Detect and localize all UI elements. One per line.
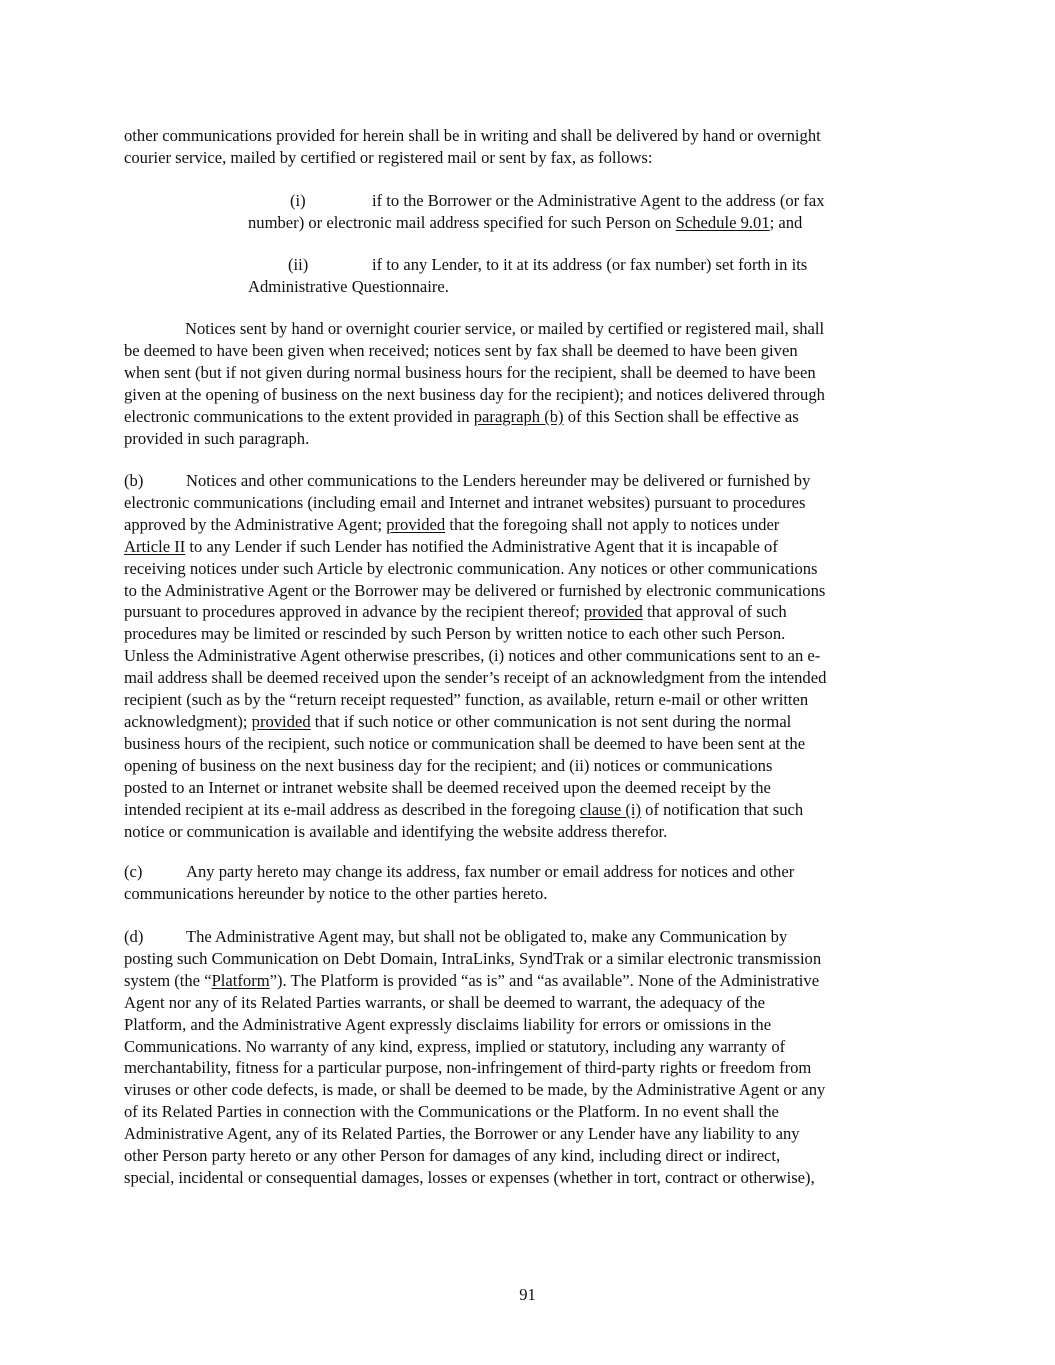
text-line: procedures may be limited or rescinded by such Person by written notice to each other such Person. bbox=[124, 624, 786, 644]
text-segment: pursuant to procedures approved in advance by the recipient thereof; bbox=[124, 602, 584, 622]
text-line: when sent (but if not given during normal business hours for the recipient, shall be deemed to have been bbox=[124, 362, 816, 382]
paragraph-label: (d) bbox=[124, 927, 144, 946]
paragraph-d bbox=[124, 926, 934, 1189]
cross-reference: clause (i) bbox=[579, 799, 641, 819]
defined-term: Platform bbox=[211, 970, 270, 990]
text-segment: number) or electronic mail address specified for such Person on bbox=[248, 212, 676, 232]
list-item-i bbox=[248, 190, 938, 234]
text-line: Communications. No warranty of any kind, express, implied or statutory, including any warranty of bbox=[124, 1036, 786, 1056]
cross-reference: Article II bbox=[124, 536, 186, 556]
list-item-number: (ii) bbox=[288, 255, 309, 274]
defined-term: provided bbox=[251, 711, 311, 731]
text-segment: of this Section shall be effective as bbox=[563, 406, 799, 426]
text-segment: approved by the Administrative Agent; bbox=[124, 514, 387, 534]
text-line: Agent nor any of its Related Parties warrants, or shall be deemed to warrant, the adequacy of the bbox=[124, 992, 765, 1012]
text-line: given at the opening of business on the next business day for the recipient); and notices delivered through bbox=[124, 384, 825, 404]
paragraph-label: (c) bbox=[124, 862, 143, 881]
text-line: opening of business on the next business day for the recipient; and (ii) notices or communications bbox=[124, 755, 773, 775]
text-segment: system (the “ bbox=[124, 970, 212, 990]
list-item-ii bbox=[248, 254, 938, 298]
text-line: Notices sent by hand or overnight courier service, or mailed by certified or registered mail, shall bbox=[185, 319, 825, 338]
text-line: merchantability, fitness for a particular purpose, non-infringement of third-party rights or freedom from bbox=[124, 1058, 812, 1078]
text-segment: that if such notice or other communication is not sent during the normal bbox=[310, 711, 792, 731]
text-line: provided in such paragraph. bbox=[124, 428, 310, 448]
text-line: notice or communication is available and identifying the website address therefor. bbox=[124, 821, 668, 841]
text-line: Unless the Administrative Agent otherwise prescribes, (i) notices and other communications sent to an e- bbox=[124, 646, 821, 666]
text-segment: of notification that such bbox=[641, 799, 804, 819]
text-segment: that approval of such bbox=[642, 602, 787, 622]
paragraph-c bbox=[124, 861, 934, 905]
text-line: mail address shall be deemed received upon the sender’s receipt of an acknowledgment from the intended bbox=[124, 668, 827, 688]
text-line: receiving notices under such Article by electronic communication. Any notices or other communications bbox=[124, 558, 818, 578]
text-line: be deemed to have been given when received; notices sent by fax shall be deemed to have been given bbox=[124, 340, 798, 360]
text-line: special, incidental or consequential damages, losses or expenses (whether in tort, contract or otherwise), bbox=[124, 1167, 815, 1187]
text-line: posted to an Internet or intranet website shall be deemed received upon the deemed receipt by the bbox=[124, 777, 771, 797]
cross-reference: paragraph (b) bbox=[473, 406, 564, 426]
defined-term: provided bbox=[583, 602, 643, 622]
text-segment: intended recipient at its e-mail address as described in the foregoing bbox=[124, 799, 580, 819]
text-segment: electronic communications to the extent provided in bbox=[124, 406, 474, 426]
text-segment: acknowledgment); bbox=[124, 711, 252, 731]
text-segment: The Administrative Agent may, but shall not be obligated to, make any Communication by bbox=[186, 927, 788, 946]
text-line: other Person party hereto or any other Person for damages of any kind, including direct or indirect, bbox=[124, 1146, 781, 1166]
text-segment: to any Lender if such Lender has notified the Administrative Agent that it is incapable of bbox=[185, 536, 778, 556]
notices-paragraph bbox=[124, 318, 934, 449]
text-line: courier service, mailed by certified or registered mail or sent by fax, as follows: bbox=[124, 147, 653, 167]
text-line: other communications provided for herein shall be in writing and shall be delivered by hand or overnight bbox=[124, 126, 821, 145]
paragraph-label: (b) bbox=[124, 471, 144, 490]
text-line: business hours of the recipient, such notice or communication shall be deemed to have been sent at the bbox=[124, 733, 806, 753]
text-segment: ”). The Platform is provided “as is” and “as available”. None of the Administrative bbox=[269, 970, 820, 990]
cross-reference: Schedule 9.01 bbox=[675, 212, 770, 232]
text-line: posting such Communication on Debt Domain, IntraLinks, SyndTrak or a similar electronic transmission bbox=[124, 948, 822, 968]
text-segment: that the foregoing shall not apply to notices under bbox=[445, 514, 780, 534]
text-line: to the Administrative Agent or the Borrower may be delivered or furnished by electronic communications bbox=[124, 580, 826, 600]
text-segment: ; and bbox=[769, 212, 803, 232]
text-line: of its Related Parties in connection with the Communications or the Platform. In no event shall the bbox=[124, 1102, 779, 1122]
text-line: viruses or other code defects, is made, or shall be deemed to be made, by the Administrative Agent or any bbox=[124, 1080, 826, 1100]
defined-term: provided bbox=[386, 514, 446, 534]
list-item-number: (i) bbox=[290, 191, 306, 210]
text-line: electronic communications (including email and Internet and intranet websites) pursuant to procedures bbox=[124, 492, 806, 512]
text-segment: if to any Lender, to it at its address (or fax number) set forth in its bbox=[372, 255, 808, 274]
text-line: Platform, and the Administrative Agent expressly disclaims liability for errors or omissions in the bbox=[124, 1014, 772, 1034]
intro-paragraph bbox=[124, 125, 934, 169]
text-segment: if to the Borrower or the Administrative Agent to the address (or fax bbox=[372, 191, 825, 210]
text-line: Administrative Agent, any of its Related Parties, the Borrower or any Lender have any liability to any bbox=[124, 1124, 800, 1144]
text-line: Administrative Questionnaire. bbox=[248, 276, 449, 296]
text-segment: Any party hereto may change its address, fax number or email address for notices and other bbox=[186, 862, 795, 881]
page-number: 91 bbox=[519, 1285, 536, 1304]
paragraph-b bbox=[124, 470, 934, 842]
text-line: recipient (such as by the “return receipt requested” function, as available, return e-mail or other written bbox=[124, 690, 809, 710]
text-segment: Notices and other communications to the Lenders hereunder may be delivered or furnished by bbox=[186, 471, 811, 490]
text-line: communications hereunder by notice to the other parties hereto. bbox=[124, 883, 548, 903]
